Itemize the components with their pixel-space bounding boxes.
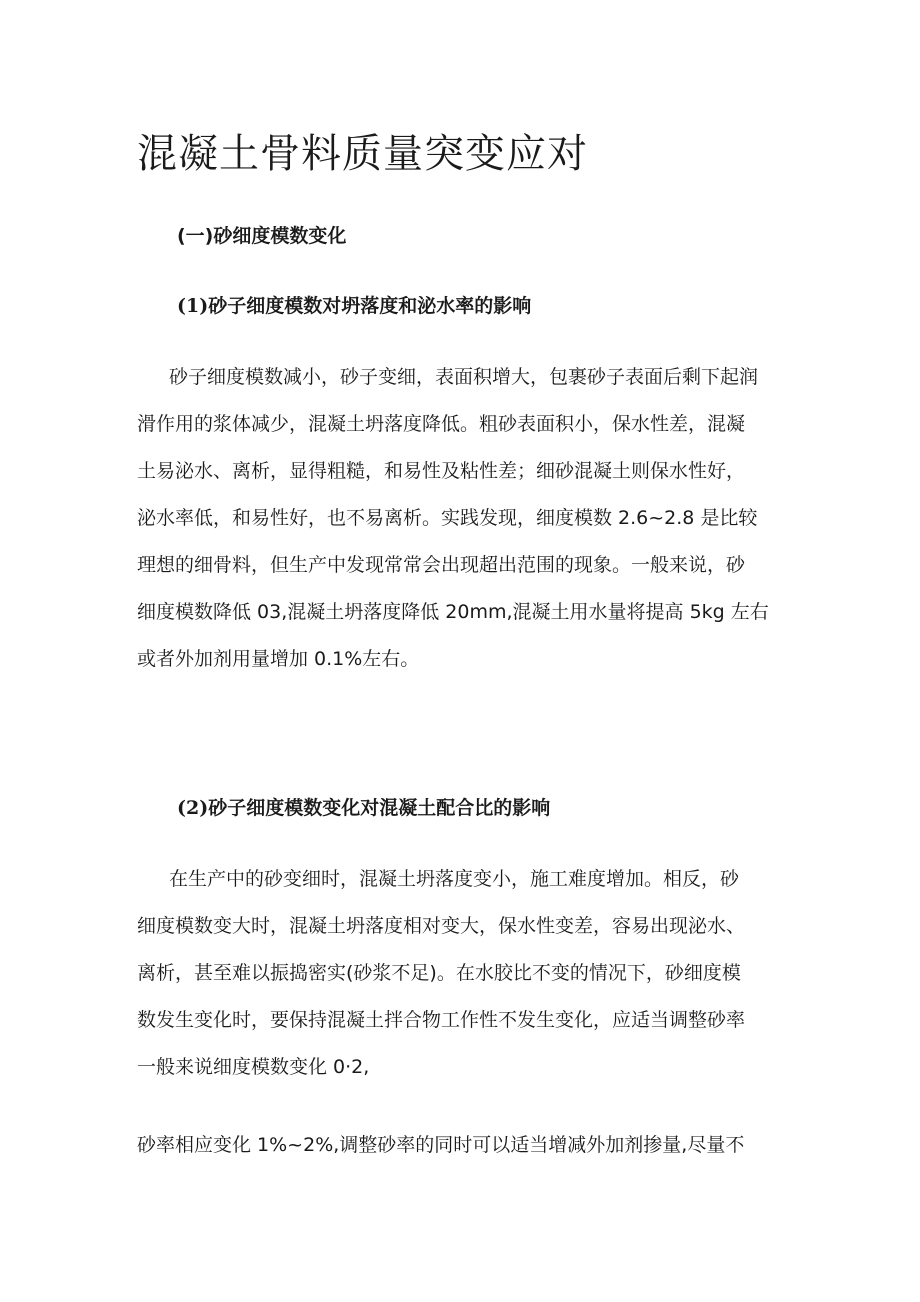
paragraph-line: 砂率相应变化 1%~2%,调整砂率的同时可以适当增减外加剂掺量,尽量不 [137, 1134, 745, 1156]
subsection-2-heading [177, 793, 550, 823]
paragraph-line: 或者外加剂用量增加 0.1%左右。 [137, 648, 420, 670]
paragraph-line: 土易泌水、离析，显得粗糙，和易性及粘性差；细砂混凝土则保水性好， [137, 460, 746, 482]
paragraph-line: 细度模数降低 03,混凝土坍落度降低 20mm,混凝土用水量将提高 5kg 左右 [137, 601, 769, 623]
subsection-2-title: 砂子细度模数变化对混凝土配合比的影响 [208, 797, 551, 819]
subsection-1-heading [177, 291, 531, 321]
section-heading: (一)砂细度模数变化 [177, 225, 347, 247]
paragraph-line: 理想的细骨料，但生产中发现常常会出现超出范围的现象。一般来说，砂 [137, 554, 746, 576]
paragraph-line: 在生产中的砂变细时，混凝土坍落度变小，施工难度增加。相反，砂 [169, 868, 740, 890]
paragraph-line: 泌水率低，和易性好，也不易离析。实践发现，细度模数 2.6~2.8 是比较 [137, 507, 758, 529]
subsection-1-title: 砂子细度模数对坍落度和泌水率的影响 [208, 295, 532, 317]
paragraph-line: 砂子细度模数减小，砂子变细，表面积增大，包裹砂子表面后剩下起润 [169, 366, 759, 388]
paragraph-line: 细度模数变大时，混凝土坍落度相对变大，保水性变差，容易出现泌水、 [137, 915, 746, 937]
subsection-2-paragraph [137, 856, 787, 1091]
trailing-paragraph [137, 1122, 787, 1169]
subsection-2-number: (2) [177, 797, 209, 819]
paragraph-line: 数发生变化时，要保持混凝土拌合物工作性不发生变化，应适当调整砂率 [137, 1009, 746, 1031]
paragraph-line: 一般来说细度模数变化 0·2, [137, 1056, 370, 1078]
subsection-1-paragraph [137, 354, 787, 683]
paragraph-line: 离析，甚至难以振捣密实(砂浆不足)。在水胶比不变的情况下，砂细度模 [137, 962, 741, 984]
paragraph-line: 滑作用的浆体减少，混凝土坍落度降低。粗砂表面积小，保水性差，混凝 [137, 413, 746, 435]
document-title: 混凝土骨料质量突变应对 [137, 131, 588, 177]
subsection-1-number: (1) [177, 295, 209, 317]
